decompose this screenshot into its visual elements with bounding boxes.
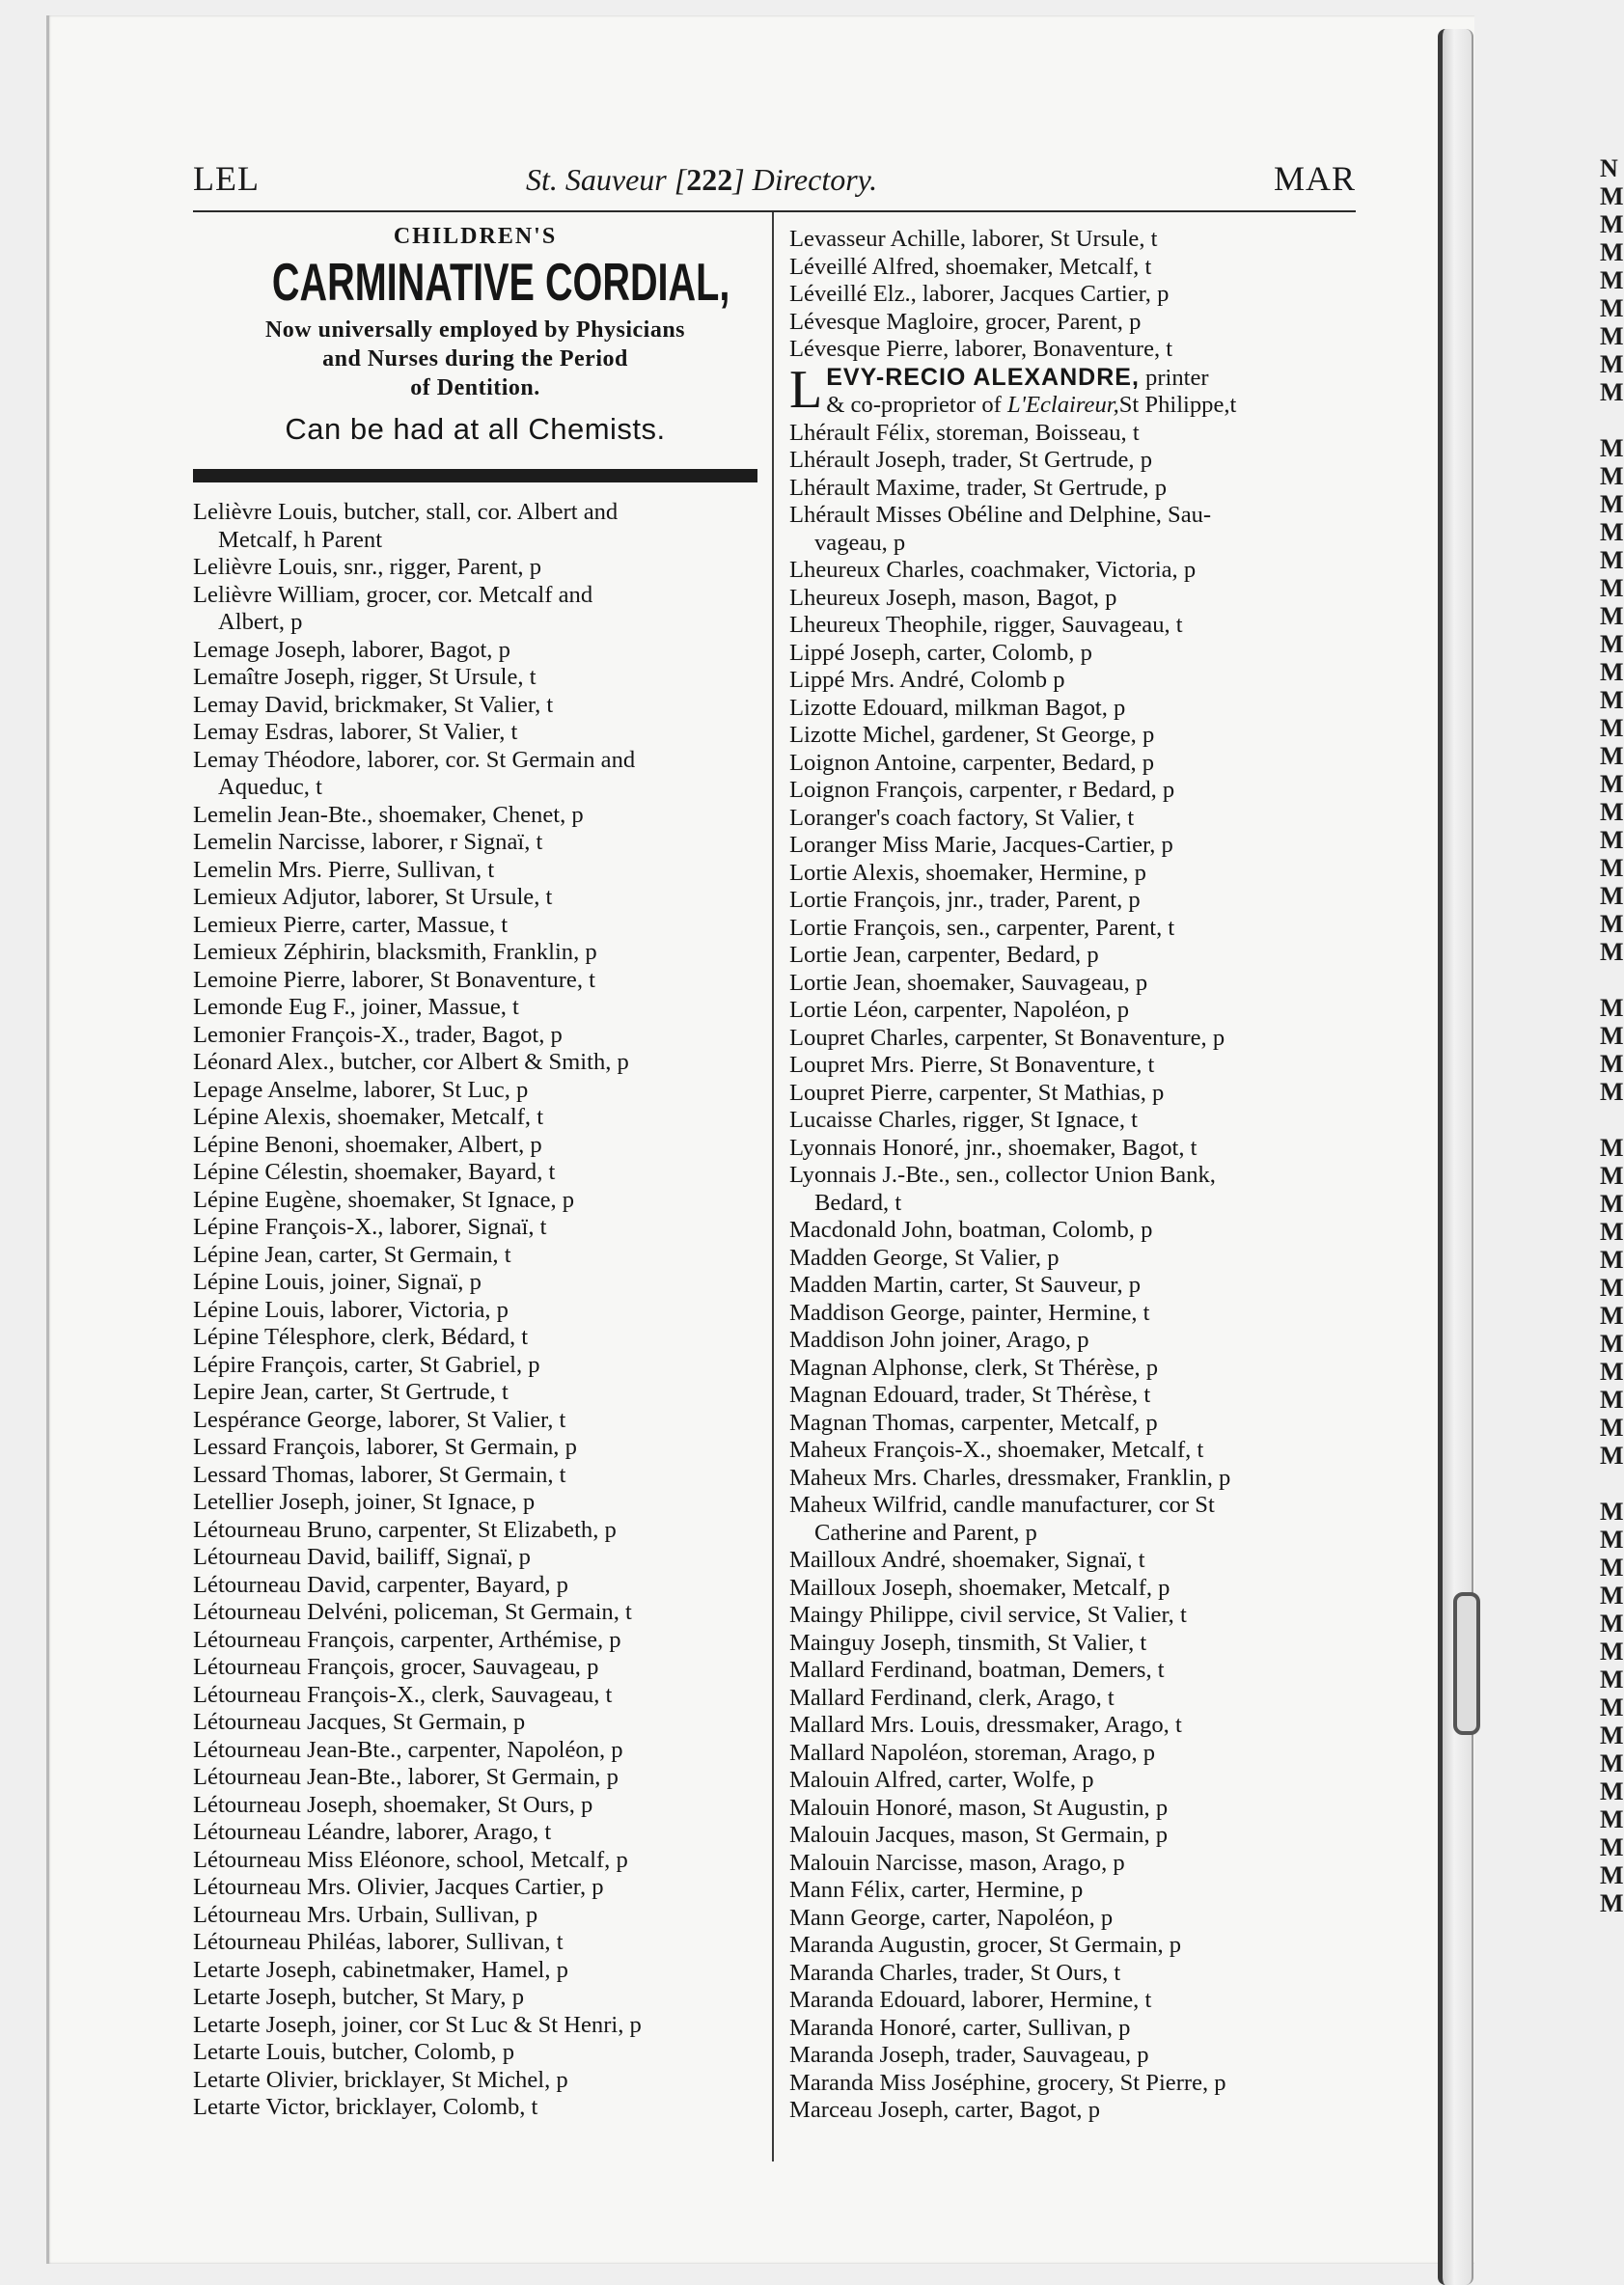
directory-entry: Letarte Victor, bricklayer, Colomb, t — [193, 2094, 538, 2120]
ad-tagline: Can be had at all Chemists. — [285, 412, 666, 446]
header-title: St. Sauveur [222] Directory. — [526, 162, 878, 197]
directory-entry: Malouin Narcisse, mason, Arago, p — [789, 1849, 1125, 1876]
edge-letter: M — [1600, 1889, 1624, 1917]
ad-product-name: CARMINATIVE CORDIAL, — [271, 252, 730, 312]
directory-entry: Magnan Edouard, trader, St Thérèse, t — [789, 1382, 1151, 1408]
directory-entry: Létourneau Jean-Bte., laborer, St Germain, p — [193, 1764, 619, 1790]
header-left-guide: LEL — [193, 159, 260, 198]
edge-letter: M — [1600, 210, 1624, 238]
directory-entry: Mann George, carter, Napoléon, p — [789, 1904, 1114, 1931]
edge-letter: M — [1600, 742, 1624, 770]
directory-entry: Létourneau Joseph, shoemaker, St Ours, p — [193, 1791, 593, 1818]
edge-letter: M — [1600, 826, 1624, 854]
directory-entry: Lemelin Mrs. Pierre, Sullivan, t — [193, 856, 495, 883]
directory-entry: Létourneau Mrs. Urbain, Sullivan, p — [193, 1901, 538, 1928]
directory-entry: Lemonde Eug F., joiner, Massue, t — [193, 994, 519, 1020]
edge-letter: M — [1600, 238, 1624, 266]
directory-entry: Lépire François, carter, St Gabriel, p — [193, 1351, 540, 1378]
book-binding — [1438, 29, 1473, 2285]
directory-entry: Lépine Benoni, shoemaker, Albert, p — [193, 1131, 542, 1158]
directory-entry: Macdonald John, boatman, Colomb, p — [789, 1217, 1153, 1243]
edge-letter: M — [1600, 1414, 1624, 1442]
ad-description: Now universally employed by Physicians and Nurses during the Period of Dentition. — [264, 317, 686, 400]
directory-entry: Maheux Mrs. Charles, dressmaker, Franklin, p — [789, 1464, 1231, 1491]
directory-entry: Lépine François-X., laborer, Signaï, t — [193, 1214, 547, 1240]
edge-letter: M — [1600, 1721, 1624, 1749]
edge-letter — [1600, 1106, 1613, 1134]
directory-entry: Lemonier François-X., trader, Bagot, p — [193, 1021, 563, 1048]
directory-entry: Levasseur Achille, laborer, St Ursule, t — [789, 226, 1158, 252]
directory-entry: Lortie Jean, carpenter, Bedard, p — [789, 942, 1099, 968]
right-column — [789, 226, 1363, 2125]
directory-entry: Lelièvre Louis, butcher, stall, cor. Albert and Metcalf, h Parent — [193, 499, 619, 553]
directory-entry: Lhérault Maxime, trader, St Gertrude, p — [789, 474, 1168, 501]
directory-entry: Lippé Mrs. André, Colomb p — [789, 667, 1065, 693]
directory-entry: Malouin Alfred, carter, Wolfe, p — [789, 1767, 1094, 1793]
directory-entry: Lépine Télesphore, clerk, Bédard, t — [193, 1324, 529, 1350]
directory-entry: Loupret Charles, carpenter, St Bonaventure, p — [789, 1024, 1225, 1051]
edge-letter: M — [1600, 1861, 1624, 1889]
edge-letter: M — [1600, 1386, 1624, 1414]
directory-entry: Lévesque Magloire, grocer, Parent, p — [789, 308, 1142, 335]
edge-letter: M — [1600, 266, 1624, 294]
directory-entry: Lelièvre Louis, snr., rigger, Parent, p — [193, 554, 541, 580]
directory-entry: Lepire Jean, carter, St Gertrude, t — [193, 1379, 509, 1405]
directory-entry: Loranger Miss Marie, Jacques-Cartier, p — [789, 832, 1173, 858]
directory-entry: Létourneau Jean-Bte., carpenter, Napoléon, p — [193, 1736, 623, 1763]
directory-entry: Lizotte Edouard, milkman Bagot, p — [789, 694, 1126, 721]
directory-entry: Létourneau François, carpenter, Arthémise, p — [193, 1626, 621, 1653]
edge-letter: M — [1600, 1498, 1624, 1526]
directory-entry: Mallard Ferdinand, boatman, Demers, t — [789, 1657, 1165, 1683]
edge-letter: M — [1600, 490, 1624, 518]
directory-entry: Maheux François-X., shoemaker, Metcalf, t — [789, 1437, 1204, 1463]
edge-letter: M — [1600, 798, 1624, 826]
edge-letter: M — [1600, 434, 1624, 462]
directory-entry: Létourneau Bruno, carpenter, St Elizabeth, p — [193, 1516, 617, 1543]
edge-letter: M — [1600, 1638, 1624, 1666]
directory-entry: Lépine Eugène, shoemaker, St Ignace, p — [193, 1186, 575, 1213]
directory-entry: Létourneau François, grocer, Sauvageau, p — [193, 1654, 599, 1680]
edge-letter: M — [1600, 602, 1624, 630]
directory-entry: Maranda Miss Joséphine, grocery, St Pierre, p — [789, 2069, 1226, 2096]
edge-letter: M — [1600, 1190, 1624, 1218]
directory-entry: Maddison George, painter, Hermine, t — [789, 1299, 1150, 1326]
directory-entry: Lortie François, sen., carpenter, Parent, t — [789, 914, 1175, 941]
directory-entry: Lemieux Adjutor, laborer, St Ursule, t — [193, 884, 553, 910]
edge-letter: M — [1600, 462, 1624, 490]
directory-entry: Létourneau Miss Eléonore, school, Metcalf, p — [193, 1846, 628, 1873]
directory-entry: Loranger's coach factory, St Valier, t — [789, 804, 1135, 831]
directory-entry: Lespérance George, laborer, St Valier, t — [193, 1406, 566, 1433]
directory-entry: Lortie Alexis, shoemaker, Hermine, p — [789, 859, 1146, 886]
edge-letter: M — [1600, 1554, 1624, 1582]
edge-letter: M — [1600, 1442, 1624, 1470]
edge-letter: M — [1600, 1050, 1624, 1078]
directory-entry: Lelièvre William, grocer, cor. Metcalf and Albert, p — [193, 581, 593, 635]
edge-letter: M — [1600, 854, 1624, 882]
directory-entry: Lortie Léon, carpenter, Napoléon, p — [789, 997, 1130, 1023]
edge-letter — [1600, 966, 1613, 994]
directory-entry: Lippé Joseph, carter, Colomb, p — [789, 639, 1092, 666]
directory-entry: Maranda Joseph, trader, Sauvageau, p — [789, 2042, 1149, 2068]
edge-letter: M — [1600, 1666, 1624, 1693]
column-divider — [772, 212, 774, 2161]
directory-entry: Letarte Louis, butcher, Colomb, p — [193, 2039, 515, 2065]
directory-entry: Lépine Louis, laborer, Victoria, p — [193, 1296, 509, 1323]
directory-entry: Malouin Honoré, mason, St Augustin, p — [789, 1794, 1169, 1821]
edge-letter: M — [1600, 1302, 1624, 1330]
edge-letter: M — [1600, 574, 1624, 602]
directory-entry: Lépine Alexis, shoemaker, Metcalf, t — [193, 1104, 544, 1130]
page-number: 222 — [686, 162, 733, 197]
directory-entry: Lemieux Pierre, carter, Massue, t — [193, 911, 509, 938]
directory-entry: Letarte Joseph, butcher, St Mary, p — [193, 1984, 525, 2010]
directory-entry: Lhérault Misses Obéline and Delphine, Sau- vageau, p — [789, 502, 1212, 556]
directory-entry: Letarte Joseph, cabinetmaker, Hamel, p — [193, 1956, 568, 1983]
adjacent-page-letters — [1600, 154, 1624, 1917]
edge-letter: M — [1600, 994, 1624, 1022]
edge-letter: M — [1600, 546, 1624, 574]
directory-entry: Lépine Louis, joiner, Signaï, p — [193, 1269, 482, 1295]
edge-letter: M — [1600, 910, 1624, 938]
directory-entry: Lemelin Jean-Bte., shoemaker, Chenet, p — [193, 801, 584, 828]
edge-letter: M — [1600, 1693, 1624, 1721]
directory-entry: Lemay Théodore, laborer, cor. St Germain and Aqueduc, t — [193, 746, 636, 800]
directory-entry: Lheureux Joseph, mason, Bagot, p — [789, 584, 1117, 611]
edge-letter: M — [1600, 1610, 1624, 1638]
edge-letter: M — [1600, 1274, 1624, 1302]
directory-entry: Létourneau Philéas, laborer, Sullivan, t — [193, 1929, 564, 1955]
directory-entry: Madden George, St Valier, p — [789, 1244, 1060, 1271]
directory-entry: Lucaisse Charles, rigger, St Ignace, t — [789, 1107, 1138, 1133]
directory-entry: Lizotte Michel, gardener, St George, p — [789, 722, 1155, 748]
edge-letter: M — [1600, 1749, 1624, 1777]
directory-entry: Letarte Joseph, joiner, cor St Luc & St Henri, p — [193, 2011, 642, 2038]
directory-entry: Magnan Alphonse, clerk, St Thérèse, p — [789, 1354, 1159, 1381]
edge-letter: M — [1600, 658, 1624, 686]
directory-entry: Mailloux Joseph, shoemaker, Metcalf, p — [789, 1574, 1170, 1601]
directory-entry: Maheux Wilfrid, candle manufacturer, cor St Catherine and Parent, p — [789, 1492, 1215, 1546]
edge-letter: M — [1600, 1777, 1624, 1805]
edge-letter: M — [1600, 1805, 1624, 1833]
directory-entry: Marceau Joseph, carter, Bagot, p — [789, 2097, 1101, 2123]
directory-entry: Lévesque Pierre, laborer, Bonaventure, t — [789, 336, 1173, 362]
directory-entry: Létourneau François-X., clerk, Sauvageau, t — [193, 1681, 613, 1708]
directory-entry: Lemieux Zéphirin, blacksmith, Franklin, p — [193, 939, 597, 965]
directory-entry: Lepage Anselme, laborer, St Luc, p — [193, 1076, 529, 1103]
edge-letter: M — [1600, 770, 1624, 798]
binding-clip — [1453, 1592, 1480, 1735]
ad-line-1: CHILDREN'S — [393, 224, 558, 249]
directory-entry: Loupret Pierre, carpenter, St Mathias, p — [789, 1079, 1165, 1106]
directory-entry: Léveillé Alfred, shoemaker, Metcalf, t — [789, 253, 1152, 280]
edge-letter: M — [1600, 938, 1624, 966]
directory-entry: Loupret Mrs. Pierre, St Bonaventure, t — [789, 1052, 1155, 1078]
directory-entry: Lemay Esdras, laborer, St Valier, t — [193, 719, 518, 745]
directory-entry: Loignon François, carpenter, r Bedard, p — [789, 777, 1175, 803]
edge-letter: M — [1600, 378, 1624, 406]
running-header — [193, 158, 1356, 206]
advertisement — [193, 224, 757, 486]
header-right-guide: MAR — [1273, 159, 1356, 198]
directory-entry: Lemay David, brickmaker, St Valier, t — [193, 691, 554, 718]
directory-entry: Lessard François, laborer, St Germain, p — [193, 1434, 577, 1460]
directory-entry: Létourneau David, bailiff, Signaï, p — [193, 1544, 531, 1570]
directory-entry: Maranda Charles, trader, St Ours, t — [789, 1959, 1121, 1986]
edge-letter: M — [1600, 1078, 1624, 1106]
directory-entry: Loignon Antoine, carpenter, Bedard, p — [789, 749, 1155, 776]
directory-entry: Madden Martin, carter, St Sauveur, p — [789, 1272, 1142, 1298]
edge-letter: M — [1600, 322, 1624, 350]
directory-entry: Létourneau Mrs. Olivier, Jacques Cartier, p — [193, 1874, 604, 1900]
edge-letter: M — [1600, 1162, 1624, 1190]
directory-entry: Lemelin Narcisse, laborer, r Signaï, t — [193, 829, 543, 855]
featured-name: EVY-RECIO ALEXANDRE, — [826, 363, 1140, 391]
header-rule — [193, 210, 1356, 212]
directory-entry: Létourneau David, carpenter, Bayard, p — [193, 1571, 568, 1598]
directory-entry: Léveillé Elz., laborer, Jacques Cartier, p — [789, 281, 1170, 307]
edge-letter: M — [1600, 882, 1624, 910]
directory-entry: Lemage Joseph, laborer, Bagot, p — [193, 636, 510, 663]
edge-letter — [1600, 1470, 1613, 1498]
directory-entry: Lépine Célestin, shoemaker, Bayard, t — [193, 1159, 556, 1185]
edge-letter: M — [1600, 714, 1624, 742]
directory-entry: Malouin Jacques, mason, St Germain, p — [789, 1822, 1169, 1848]
directory-entry: Lessard Thomas, laborer, St Germain, t — [193, 1461, 566, 1488]
directory-entry: Lyonnais Honoré, jnr., shoemaker, Bagot, t — [789, 1134, 1197, 1161]
edge-letter: M — [1600, 294, 1624, 322]
directory-entry: Lépine Jean, carter, St Germain, t — [193, 1241, 511, 1268]
edge-letter — [1600, 406, 1613, 434]
edge-letter: M — [1600, 1358, 1624, 1386]
directory-entry: Maranda Edouard, laborer, Hermine, t — [789, 1987, 1152, 2013]
edge-letter: M — [1600, 1526, 1624, 1554]
directory-entry: Lortie François, jnr., trader, Parent, p — [789, 887, 1141, 913]
directory-entry: Mailloux André, shoemaker, Signaï, t — [789, 1547, 1145, 1573]
directory-entry: Maranda Augustin, grocer, St Germain, p — [789, 1932, 1182, 1958]
edge-letter: M — [1600, 1022, 1624, 1050]
edge-letter: M — [1600, 630, 1624, 658]
adjacent-page-edge — [1474, 0, 1624, 2285]
directory-entry: Létourneau Léandre, laborer, Arago, t — [193, 1819, 552, 1845]
directory-entry: Lemaître Joseph, rigger, St Ursule, t — [193, 664, 537, 690]
edge-letter: M — [1600, 182, 1624, 210]
directory-entry: Lheureux Charles, coachmaker, Victoria, p — [789, 557, 1197, 583]
edge-letter: M — [1600, 1582, 1624, 1610]
directory-entry: Mainguy Joseph, tinsmith, St Valier, t — [789, 1629, 1147, 1656]
edge-letter: M — [1600, 1330, 1624, 1358]
directory-entry: Mallard Mrs. Louis, dressmaker, Arago, t — [789, 1712, 1182, 1738]
edge-letter: N — [1600, 154, 1618, 182]
left-column — [193, 499, 762, 2122]
edge-letter: M — [1600, 350, 1624, 378]
directory-entry: Maranda Honoré, carter, Sullivan, p — [789, 2014, 1131, 2041]
directory-entry: Mann Félix, carter, Hermine, p — [789, 1877, 1084, 1903]
edge-letter: M — [1600, 1833, 1624, 1861]
directory-entry: Lyonnais J.-Bte., sen., collector Union Bank, Bedard, t — [789, 1162, 1216, 1216]
directory-entry: Létourneau Jacques, St Germain, p — [193, 1709, 526, 1735]
directory-entry: Mallard Ferdinand, clerk, Arago, t — [789, 1684, 1115, 1711]
drop-cap: L — [789, 359, 823, 420]
directory-entry: Magnan Thomas, carpenter, Metcalf, p — [789, 1409, 1158, 1436]
directory-entry: Lemoine Pierre, laborer, St Bonaventure, t — [193, 966, 595, 993]
directory-entry: Letellier Joseph, joiner, St Ignace, p — [193, 1489, 536, 1515]
edge-letter: M — [1600, 518, 1624, 546]
directory-entry: Maingy Philippe, civil service, St Valier, t — [789, 1602, 1187, 1628]
directory-entry: Lheureux Theophile, rigger, Sauvageau, t — [789, 612, 1183, 638]
directory-entry: Lhérault Félix, storeman, Boisseau, t — [789, 419, 1140, 446]
directory-entry: Léonard Alex., butcher, cor Albert & Smith, p — [193, 1049, 629, 1075]
ad-divider-bar — [193, 469, 757, 482]
edge-letter: M — [1600, 1134, 1624, 1162]
directory-entry: Mallard Napoléon, storeman, Arago, p — [789, 1739, 1156, 1766]
directory-entry: Letarte Olivier, bricklayer, St Michel, p — [193, 2066, 568, 2093]
directory-entry: Létourneau Delvéni, policeman, St Germain, t — [193, 1599, 632, 1625]
edge-letter: M — [1600, 1218, 1624, 1246]
directory-entry: Lhérault Joseph, trader, St Gertrude, p — [789, 447, 1153, 473]
featured-entry: LEVY-RECIO ALEXANDRE, printer & co-proprietor of L'Eclaireur,St Philippe,t — [789, 359, 1237, 420]
edge-letter: M — [1600, 1246, 1624, 1274]
edge-letter: M — [1600, 686, 1624, 714]
directory-entry: Lortie Jean, shoemaker, Sauvageau, p — [789, 969, 1148, 996]
directory-entry: Maddison John joiner, Arago, p — [789, 1327, 1089, 1353]
